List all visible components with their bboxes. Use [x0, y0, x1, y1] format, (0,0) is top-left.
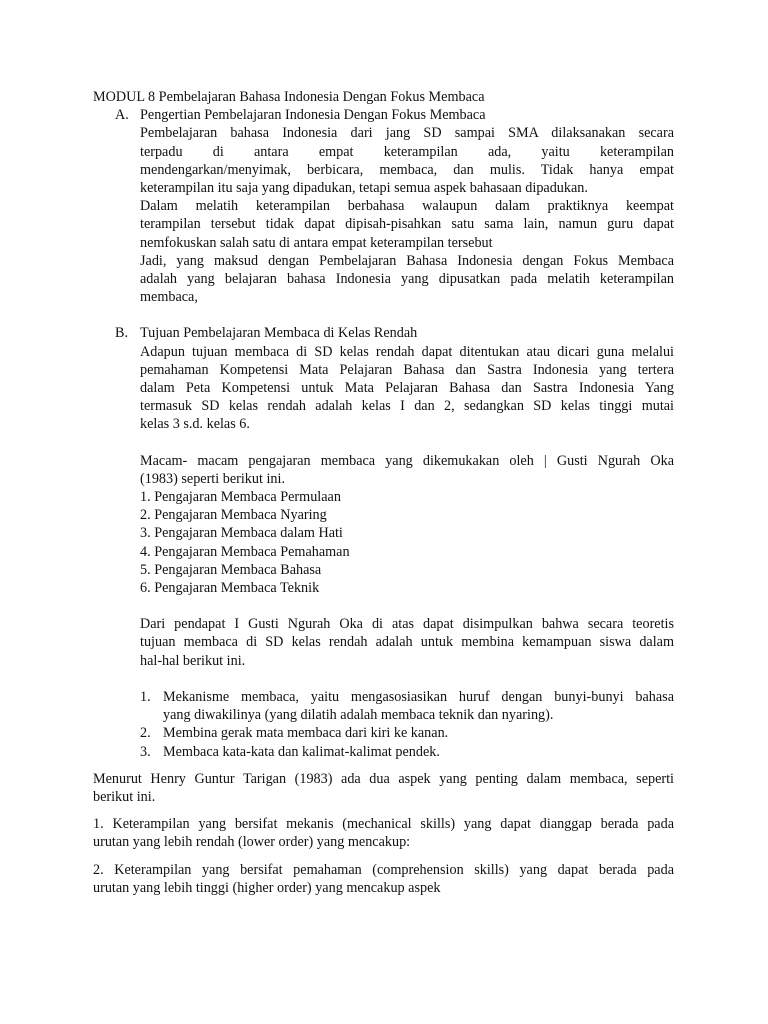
- tarigan-p2-line: 1. Keterampilan yang bersifat mekanis (mechanical skills) yang dapat dianggap berada pada: [93, 816, 674, 833]
- section-a-p3-line: membaca,: [140, 289, 198, 306]
- section-b-p1-line: pemahaman Kompetensi Mata Pelajaran Bahasa dan Sastra Indonesia yang tertera: [140, 361, 674, 378]
- list-item-line: Mekanisme membaca, yaitu mengasosiasikan huruf dengan bunyi-bunyi bahasa: [163, 688, 674, 705]
- list-item-number: 1.: [140, 688, 151, 705]
- section-b-letter: B.: [115, 325, 129, 342]
- tarigan-p3-line: 2. Keterampilan yang bersifat pemahaman (comprehension skills) yang dapat berada pada: [93, 861, 674, 878]
- section-b-p2-line: Macam- macam pengajaran membaca yang dikemukakan oleh | Gusti Ngurah Oka: [140, 452, 674, 469]
- list-item-number: 2.: [140, 725, 151, 742]
- list-item-text: Membina gerak mata membaca dari kiri ke kanan.: [163, 725, 449, 742]
- tarigan-p1-line: Menurut Henry Guntur Tarigan (1983) ada dua aspek yang penting dalam membaca, seperti: [93, 770, 674, 787]
- list-item: 4. Pengajaran Membaca Pemahaman: [140, 543, 350, 560]
- spacer: [93, 806, 674, 815]
- section-b-p3-line: Dari pendapat I Gusti Ngurah Oka di atas dapat disimpulkan bahwa secara teoretis: [140, 616, 674, 633]
- list-item: [140, 688, 674, 724]
- tarigan-p1-line: berikut ini.: [93, 788, 156, 805]
- goals-list: [140, 688, 674, 761]
- section-a-p1-line: mendengarkan/menyimak, berbicara, membaca, dan mulis. Tidak hanya empat: [140, 161, 674, 178]
- list-item: 1. Pengajaran Membaca Permulaan: [140, 489, 341, 506]
- list-item-text: [163, 688, 674, 724]
- section-a-p3-line: adalah yang belajaran bahasa Indonesia yang dipusatkan pada melatih keterampilan: [140, 271, 674, 288]
- list-item: 6. Pengajaran Membaca Teknik: [140, 580, 320, 597]
- section-a-p1-line: keterampilan itu saja yang dipadukan, tetapi semua aspek bahasaan dipadukan.: [140, 180, 588, 197]
- section-b-body: [140, 324, 674, 760]
- list-item: [140, 743, 674, 761]
- section-b-p3-line: tujuan membaca di SD kelas rendah adalah untuk membina kemampuan siswa dalam: [140, 634, 674, 651]
- module-title: MODUL 8 Pembelajaran Bahasa Indonesia Dengan Fokus Membaca: [93, 89, 485, 105]
- section-a-p2-line: nemfokuskan salah satu di antara empat keterampilan tersebut: [140, 234, 493, 251]
- reading-types-list: [140, 488, 674, 597]
- section-b-p1-line: Adapun tujuan membaca di SD kelas rendah dapat ditentukan atau dicari guna melalui: [140, 343, 674, 360]
- section-a-heading: Pengertian Pembelajaran Indonesia Dengan Fokus Membaca: [140, 107, 486, 124]
- list-item: 5. Pengajaran Membaca Bahasa: [140, 561, 322, 578]
- section-a-p1-line: Pembelajaran bahasa Indonesia dari jang SD sampai SMA dilaksanakan secara: [140, 125, 674, 142]
- section-a-body: [140, 106, 674, 306]
- tarigan-p3-line: urutan yang lebih tinggi (higher order) yang mencakup aspek: [93, 879, 441, 896]
- list-item-text: Membaca kata-kata dan kalimat-kalimat pendek.: [163, 743, 440, 760]
- spacer: [140, 597, 674, 615]
- spacer: [140, 670, 674, 688]
- list-item: 2. Pengajaran Membaca Nyaring: [140, 507, 327, 524]
- list-item: [140, 724, 674, 742]
- document-body: [93, 88, 674, 897]
- section-b-p1-line: kelas 3 s.d. kelas 6.: [140, 416, 250, 433]
- spacer: [93, 761, 674, 770]
- list-item-number: 3.: [140, 743, 151, 760]
- section-b-p2-line: (1983) seperti berikut ini.: [140, 470, 285, 487]
- section-a-letter: A.: [115, 107, 129, 124]
- section-a: [93, 106, 674, 306]
- section-a-p1-line: terpadu di antara empat keterampilan ada, yaitu keterampilan: [140, 143, 674, 160]
- section-b-p1-line: termasuk SD kelas rendah adalah kelas I dan 2, sedangkan SD kelas tinggi mutai: [140, 398, 674, 415]
- section-b-p1-line: dalam Peta Kompetensi untuk Mata Pelajaran Bahasa dan Sastra Indonesia Yang: [140, 380, 674, 397]
- list-item-line: yang diwakilinya (yang dilatih adalah membaca teknik dan nyaring).: [163, 707, 554, 724]
- section-b: [93, 324, 674, 760]
- section-b-p3-line: hal-hal berikut ini.: [140, 652, 246, 669]
- section-b-heading: Tujuan Pembelajaran Membaca di Kelas Rendah: [140, 325, 418, 342]
- spacer: [140, 434, 674, 452]
- spacer: [93, 306, 674, 324]
- tarigan-p2-line: urutan yang lebih rendah (lower order) yang mencakup:: [93, 834, 411, 851]
- section-a-p2-line: terampilan tersebut tidak dapat dipisah-pisahkan satu sama lain, namun guru dapat: [140, 216, 674, 233]
- section-a-p3-line: Jadi, yang maksud dengan Pembelajaran Bahasa Indonesia dengan Fokus Membaca: [140, 252, 674, 269]
- spacer: [93, 852, 674, 861]
- list-item: 3. Pengajaran Membaca dalam Hati: [140, 525, 343, 542]
- section-a-p2-line: Dalam melatih keterampilan berbahasa walaupun dalam praktiknya keempat: [140, 198, 674, 215]
